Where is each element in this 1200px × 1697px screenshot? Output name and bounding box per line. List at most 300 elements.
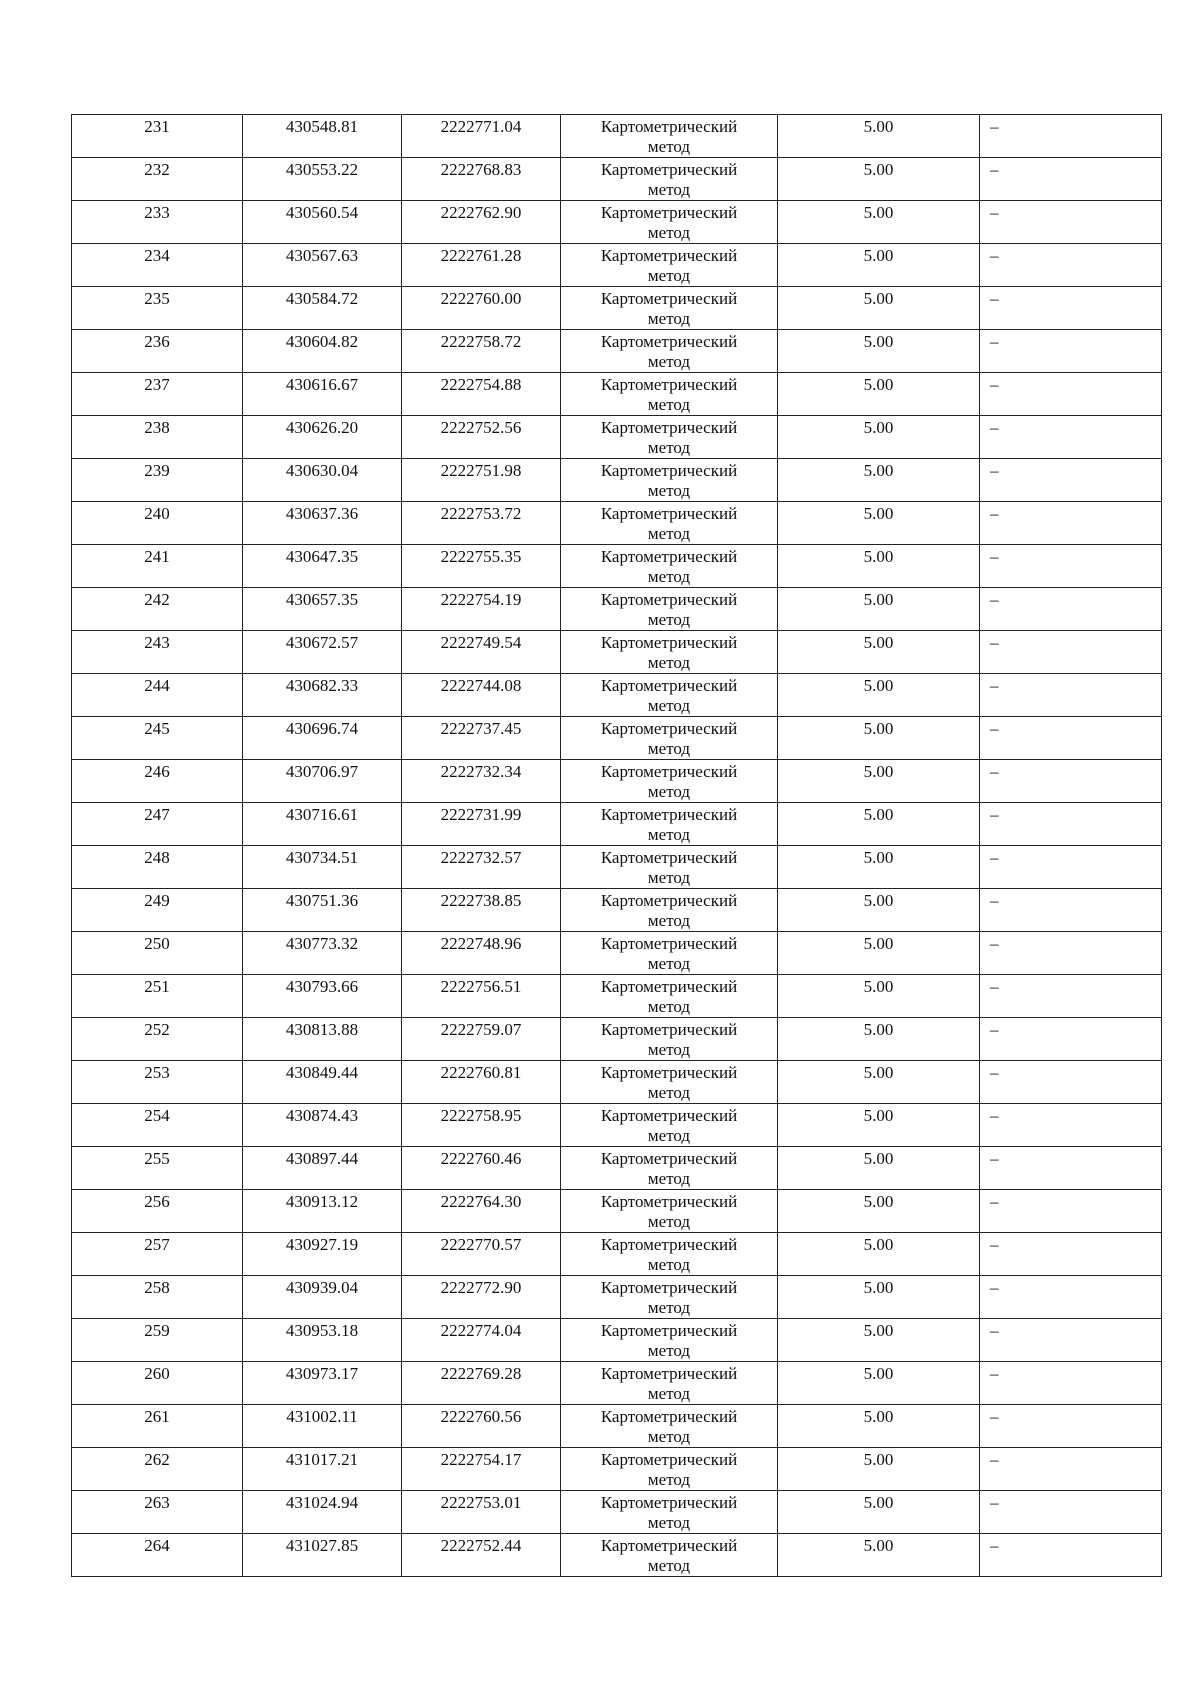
y-coordinate-cell-text: 2222744.08 — [440, 676, 522, 695]
x-coordinate-cell-text: 430773.32 — [285, 934, 359, 953]
note-cell-text: – — [990, 1063, 999, 1082]
x-coordinate-cell — [243, 717, 402, 760]
method-line-1: Картометрический — [600, 332, 738, 351]
point-number-cell-text: 261 — [144, 1407, 170, 1426]
accuracy-cell-text: 5.00 — [863, 934, 894, 953]
method-line-2: метод — [647, 868, 691, 887]
note-cell-text: – — [990, 332, 999, 351]
method-line-2: метод — [647, 1126, 691, 1145]
table-row — [72, 1147, 1162, 1190]
x-coordinate-cell-text: 430657.35 — [285, 590, 359, 609]
table-row — [72, 1190, 1162, 1233]
x-coordinate-cell — [243, 889, 402, 932]
note-cell-text: – — [990, 934, 999, 953]
note-cell — [980, 717, 1162, 760]
note-cell — [980, 1061, 1162, 1104]
x-coordinate-cell — [243, 330, 402, 373]
accuracy-cell-text: 5.00 — [863, 977, 894, 996]
x-coordinate-cell-text: 430913.12 — [285, 1192, 359, 1211]
note-cell-text: – — [990, 547, 999, 566]
point-number-cell — [72, 1190, 243, 1233]
method-line-1: Картометрический — [600, 1235, 738, 1254]
x-coordinate-cell-text: 430706.97 — [285, 762, 359, 781]
accuracy-cell — [778, 244, 980, 287]
method-line-2: метод — [647, 352, 691, 371]
accuracy-cell — [778, 287, 980, 330]
accuracy-cell — [778, 803, 980, 846]
y-coordinate-cell — [402, 1448, 561, 1491]
method-cell — [561, 158, 778, 201]
y-coordinate-cell-text: 2222760.46 — [440, 1149, 522, 1168]
x-coordinate-cell-text: 430647.35 — [285, 547, 359, 566]
y-coordinate-cell — [402, 803, 561, 846]
accuracy-cell — [778, 932, 980, 975]
x-coordinate-cell — [243, 201, 402, 244]
table-row — [72, 588, 1162, 631]
note-cell — [980, 287, 1162, 330]
x-coordinate-cell — [243, 158, 402, 201]
note-cell-text: – — [990, 590, 999, 609]
method-line-1: Картометрический — [600, 1278, 738, 1297]
method-cell — [561, 201, 778, 244]
point-number-cell-text: 253 — [144, 1063, 170, 1082]
y-coordinate-cell-text: 2222769.28 — [440, 1364, 522, 1383]
method-line-2: метод — [647, 137, 691, 156]
y-coordinate-cell-text: 2222760.00 — [440, 289, 522, 308]
method-line-1: Картометрический — [600, 848, 738, 867]
accuracy-cell-text: 5.00 — [863, 461, 894, 480]
point-number-cell — [72, 1405, 243, 1448]
note-cell-text: – — [990, 719, 999, 738]
method-line-1: Картометрический — [600, 762, 738, 781]
accuracy-cell — [778, 1491, 980, 1534]
note-cell — [980, 1276, 1162, 1319]
accuracy-cell — [778, 846, 980, 889]
accuracy-cell-text: 5.00 — [863, 590, 894, 609]
point-number-cell — [72, 459, 243, 502]
method-line-1: Картометрический — [600, 418, 738, 437]
table-row — [72, 373, 1162, 416]
method-line-1: Картометрический — [600, 1364, 738, 1383]
accuracy-cell-text: 5.00 — [863, 547, 894, 566]
table-row — [72, 416, 1162, 459]
accuracy-cell-text: 5.00 — [863, 1450, 894, 1469]
point-number-cell-text: 238 — [144, 418, 170, 437]
coordinates-table-body — [72, 115, 1162, 1577]
note-cell — [980, 502, 1162, 545]
x-coordinate-cell-text: 430553.22 — [285, 160, 359, 179]
y-coordinate-cell — [402, 889, 561, 932]
point-number-cell — [72, 287, 243, 330]
table-row — [72, 803, 1162, 846]
note-cell — [980, 416, 1162, 459]
x-coordinate-cell — [243, 1448, 402, 1491]
method-cell — [561, 287, 778, 330]
y-coordinate-cell-text: 2222754.19 — [440, 590, 522, 609]
table-row — [72, 1061, 1162, 1104]
accuracy-cell-text: 5.00 — [863, 160, 894, 179]
accuracy-cell-text: 5.00 — [863, 1321, 894, 1340]
x-coordinate-cell — [243, 1276, 402, 1319]
point-number-cell-text: 239 — [144, 461, 170, 480]
x-coordinate-cell-text: 430696.74 — [285, 719, 359, 738]
accuracy-cell-text: 5.00 — [863, 762, 894, 781]
note-cell-text: – — [990, 289, 999, 308]
method-line-1: Картометрический — [600, 977, 738, 996]
method-line-2: метод — [647, 1556, 691, 1575]
y-coordinate-cell-text: 2222756.51 — [440, 977, 522, 996]
method-line-2: метод — [647, 1470, 691, 1489]
point-number-cell — [72, 201, 243, 244]
note-cell-text: – — [990, 1364, 999, 1383]
x-coordinate-cell-text: 430560.54 — [285, 203, 359, 222]
accuracy-cell-text: 5.00 — [863, 418, 894, 437]
y-coordinate-cell — [402, 1190, 561, 1233]
method-line-1: Картометрический — [600, 719, 738, 738]
table-row — [72, 1319, 1162, 1362]
point-number-cell-text: 235 — [144, 289, 170, 308]
note-cell — [980, 846, 1162, 889]
accuracy-cell — [778, 1233, 980, 1276]
table-row — [72, 1276, 1162, 1319]
note-cell — [980, 1018, 1162, 1061]
x-coordinate-cell-text: 430874.43 — [285, 1106, 359, 1125]
x-coordinate-cell — [243, 1405, 402, 1448]
x-coordinate-cell-text: 430548.81 — [285, 117, 359, 136]
note-cell — [980, 1319, 1162, 1362]
point-number-cell — [72, 1276, 243, 1319]
method-line-1: Картометрический — [600, 1020, 738, 1039]
method-cell — [561, 717, 778, 760]
y-coordinate-cell-text: 2222772.90 — [440, 1278, 522, 1297]
point-number-cell — [72, 1448, 243, 1491]
y-coordinate-cell — [402, 1276, 561, 1319]
y-coordinate-cell — [402, 1147, 561, 1190]
method-line-1: Картометрический — [600, 805, 738, 824]
x-coordinate-cell-text: 430813.88 — [285, 1020, 359, 1039]
method-line-1: Картометрический — [600, 1321, 738, 1340]
accuracy-cell-text: 5.00 — [863, 848, 894, 867]
method-line-2: метод — [647, 223, 691, 242]
point-number-cell — [72, 889, 243, 932]
note-cell-text: – — [990, 1450, 999, 1469]
point-number-cell-text: 237 — [144, 375, 170, 394]
method-cell — [561, 889, 778, 932]
method-line-2: метод — [647, 954, 691, 973]
point-number-cell-text: 241 — [144, 547, 170, 566]
y-coordinate-cell — [402, 717, 561, 760]
table-row — [72, 459, 1162, 502]
x-coordinate-cell-text: 430672.57 — [285, 633, 359, 652]
note-cell-text: – — [990, 1192, 999, 1211]
table-row — [72, 760, 1162, 803]
point-number-cell-text: 243 — [144, 633, 170, 652]
x-coordinate-cell-text: 430716.61 — [285, 805, 359, 824]
method-line-1: Картометрический — [600, 676, 738, 695]
y-coordinate-cell — [402, 846, 561, 889]
x-coordinate-cell-text: 431027.85 — [285, 1536, 359, 1555]
accuracy-cell-text: 5.00 — [863, 1149, 894, 1168]
y-coordinate-cell-text: 2222748.96 — [440, 934, 522, 953]
x-coordinate-cell — [243, 459, 402, 502]
x-coordinate-cell-text: 430849.44 — [285, 1063, 359, 1082]
point-number-cell-text: 255 — [144, 1149, 170, 1168]
method-line-2: метод — [647, 1255, 691, 1274]
y-coordinate-cell — [402, 975, 561, 1018]
accuracy-cell-text: 5.00 — [863, 633, 894, 652]
method-cell — [561, 674, 778, 717]
note-cell — [980, 1147, 1162, 1190]
method-cell — [561, 1147, 778, 1190]
y-coordinate-cell — [402, 373, 561, 416]
method-cell — [561, 846, 778, 889]
y-coordinate-cell-text: 2222762.90 — [440, 203, 522, 222]
y-coordinate-cell-text: 2222764.30 — [440, 1192, 522, 1211]
note-cell-text: – — [990, 1149, 999, 1168]
accuracy-cell — [778, 1534, 980, 1577]
method-line-2: метод — [647, 180, 691, 199]
accuracy-cell — [778, 1190, 980, 1233]
accuracy-cell — [778, 889, 980, 932]
accuracy-cell-text: 5.00 — [863, 1106, 894, 1125]
method-cell — [561, 975, 778, 1018]
note-cell — [980, 1233, 1162, 1276]
method-line-1: Картометрический — [600, 117, 738, 136]
method-line-2: метод — [647, 782, 691, 801]
note-cell — [980, 1190, 1162, 1233]
x-coordinate-cell-text: 430939.04 — [285, 1278, 359, 1297]
note-cell — [980, 1362, 1162, 1405]
y-coordinate-cell-text: 2222774.04 — [440, 1321, 522, 1340]
method-cell — [561, 1061, 778, 1104]
note-cell — [980, 631, 1162, 674]
table-row — [72, 717, 1162, 760]
table-row — [72, 502, 1162, 545]
table-row — [72, 1018, 1162, 1061]
note-cell — [980, 1104, 1162, 1147]
table-row — [72, 674, 1162, 717]
y-coordinate-cell — [402, 201, 561, 244]
point-number-cell-text: 232 — [144, 160, 170, 179]
x-coordinate-cell-text: 430897.44 — [285, 1149, 359, 1168]
x-coordinate-cell — [243, 760, 402, 803]
y-coordinate-cell — [402, 244, 561, 287]
point-number-cell — [72, 244, 243, 287]
method-line-2: метод — [647, 1384, 691, 1403]
x-coordinate-cell — [243, 1061, 402, 1104]
accuracy-cell — [778, 115, 980, 158]
x-coordinate-cell — [243, 1362, 402, 1405]
accuracy-cell-text: 5.00 — [863, 117, 894, 136]
point-number-cell — [72, 416, 243, 459]
method-cell — [561, 416, 778, 459]
x-coordinate-cell — [243, 1190, 402, 1233]
x-coordinate-cell — [243, 1147, 402, 1190]
method-cell — [561, 244, 778, 287]
table-row — [72, 1362, 1162, 1405]
accuracy-cell-text: 5.00 — [863, 246, 894, 265]
y-coordinate-cell — [402, 1534, 561, 1577]
y-coordinate-cell-text: 2222731.99 — [440, 805, 522, 824]
accuracy-cell — [778, 588, 980, 631]
point-number-cell — [72, 846, 243, 889]
x-coordinate-cell — [243, 932, 402, 975]
table-row — [72, 201, 1162, 244]
accuracy-cell — [778, 975, 980, 1018]
method-line-2: метод — [647, 739, 691, 758]
note-cell — [980, 674, 1162, 717]
accuracy-cell-text: 5.00 — [863, 719, 894, 738]
point-number-cell-text: 251 — [144, 977, 170, 996]
method-line-1: Картометрический — [600, 375, 738, 394]
note-cell-text: – — [990, 891, 999, 910]
note-cell — [980, 115, 1162, 158]
x-coordinate-cell — [243, 545, 402, 588]
point-number-cell — [72, 588, 243, 631]
y-coordinate-cell-text: 2222752.56 — [440, 418, 522, 437]
method-line-1: Картометрический — [600, 590, 738, 609]
x-coordinate-cell — [243, 373, 402, 416]
x-coordinate-cell-text: 430751.36 — [285, 891, 359, 910]
method-cell — [561, 1190, 778, 1233]
y-coordinate-cell-text: 2222761.28 — [440, 246, 522, 265]
method-line-1: Картометрический — [600, 934, 738, 953]
point-number-cell-text: 233 — [144, 203, 170, 222]
point-number-cell — [72, 330, 243, 373]
note-cell — [980, 545, 1162, 588]
point-number-cell — [72, 674, 243, 717]
method-cell — [561, 502, 778, 545]
accuracy-cell-text: 5.00 — [863, 1235, 894, 1254]
method-cell — [561, 373, 778, 416]
accuracy-cell-text: 5.00 — [863, 1278, 894, 1297]
method-cell — [561, 115, 778, 158]
y-coordinate-cell — [402, 1405, 561, 1448]
note-cell-text: – — [990, 1536, 999, 1555]
accuracy-cell-text: 5.00 — [863, 332, 894, 351]
note-cell-text: – — [990, 1493, 999, 1512]
method-cell — [561, 1405, 778, 1448]
accuracy-cell-text: 5.00 — [863, 375, 894, 394]
note-cell — [980, 244, 1162, 287]
table-row — [72, 244, 1162, 287]
y-coordinate-cell-text: 2222754.17 — [440, 1450, 522, 1469]
note-cell-text: – — [990, 1321, 999, 1340]
method-cell — [561, 1362, 778, 1405]
y-coordinate-cell-text: 2222749.54 — [440, 633, 522, 652]
accuracy-cell-text: 5.00 — [863, 676, 894, 695]
method-line-2: метод — [647, 309, 691, 328]
method-cell — [561, 1018, 778, 1061]
note-cell-text: – — [990, 1407, 999, 1426]
note-cell — [980, 588, 1162, 631]
note-cell-text: – — [990, 633, 999, 652]
y-coordinate-cell — [402, 674, 561, 717]
y-coordinate-cell-text: 2222758.72 — [440, 332, 522, 351]
accuracy-cell — [778, 201, 980, 244]
y-coordinate-cell — [402, 1104, 561, 1147]
x-coordinate-cell — [243, 244, 402, 287]
accuracy-cell — [778, 1104, 980, 1147]
y-coordinate-cell — [402, 459, 561, 502]
y-coordinate-cell-text: 2222753.72 — [440, 504, 522, 523]
point-number-cell-text: 260 — [144, 1364, 170, 1383]
method-cell — [561, 803, 778, 846]
table-row — [72, 889, 1162, 932]
table-row — [72, 545, 1162, 588]
accuracy-cell-text: 5.00 — [863, 1407, 894, 1426]
method-line-1: Картометрический — [600, 1493, 738, 1512]
x-coordinate-cell — [243, 1018, 402, 1061]
point-number-cell-text: 248 — [144, 848, 170, 867]
note-cell-text: – — [990, 805, 999, 824]
table-row — [72, 158, 1162, 201]
point-number-cell — [72, 717, 243, 760]
point-number-cell-text: 257 — [144, 1235, 170, 1254]
x-coordinate-cell — [243, 502, 402, 545]
method-cell — [561, 1448, 778, 1491]
note-cell — [980, 932, 1162, 975]
y-coordinate-cell-text: 2222752.44 — [440, 1536, 522, 1555]
accuracy-cell-text: 5.00 — [863, 1192, 894, 1211]
y-coordinate-cell — [402, 287, 561, 330]
method-line-1: Картометрический — [600, 504, 738, 523]
table-row — [72, 330, 1162, 373]
method-cell — [561, 631, 778, 674]
point-number-cell-text: 244 — [144, 676, 170, 695]
point-number-cell — [72, 932, 243, 975]
method-line-2: метод — [647, 524, 691, 543]
note-cell — [980, 459, 1162, 502]
method-cell — [561, 1319, 778, 1362]
method-line-2: метод — [647, 997, 691, 1016]
y-coordinate-cell-text: 2222753.01 — [440, 1493, 522, 1512]
method-line-2: метод — [647, 1169, 691, 1188]
accuracy-cell — [778, 158, 980, 201]
point-number-cell — [72, 803, 243, 846]
point-number-cell-text: 258 — [144, 1278, 170, 1297]
method-line-2: метод — [647, 1427, 691, 1446]
y-coordinate-cell-text: 2222732.34 — [440, 762, 522, 781]
method-line-1: Картометрический — [600, 246, 738, 265]
x-coordinate-cell-text: 430927.19 — [285, 1235, 359, 1254]
accuracy-cell — [778, 674, 980, 717]
point-number-cell — [72, 502, 243, 545]
note-cell — [980, 1534, 1162, 1577]
x-coordinate-cell — [243, 631, 402, 674]
point-number-cell-text: 252 — [144, 1020, 170, 1039]
accuracy-cell-text: 5.00 — [863, 203, 894, 222]
accuracy-cell-text: 5.00 — [863, 891, 894, 910]
method-line-1: Картометрический — [600, 1192, 738, 1211]
note-cell — [980, 330, 1162, 373]
note-cell-text: – — [990, 418, 999, 437]
method-line-1: Картометрический — [600, 1149, 738, 1168]
table-row — [72, 1491, 1162, 1534]
point-number-cell — [72, 1319, 243, 1362]
y-coordinate-cell — [402, 1491, 561, 1534]
x-coordinate-cell — [243, 803, 402, 846]
method-line-1: Картометрический — [600, 1536, 738, 1555]
table-row — [72, 1104, 1162, 1147]
method-line-2: метод — [647, 696, 691, 715]
point-number-cell-text: 249 — [144, 891, 170, 910]
point-number-cell-text: 245 — [144, 719, 170, 738]
method-cell — [561, 932, 778, 975]
y-coordinate-cell — [402, 1362, 561, 1405]
method-line-2: метод — [647, 481, 691, 500]
method-line-2: метод — [647, 1513, 691, 1532]
